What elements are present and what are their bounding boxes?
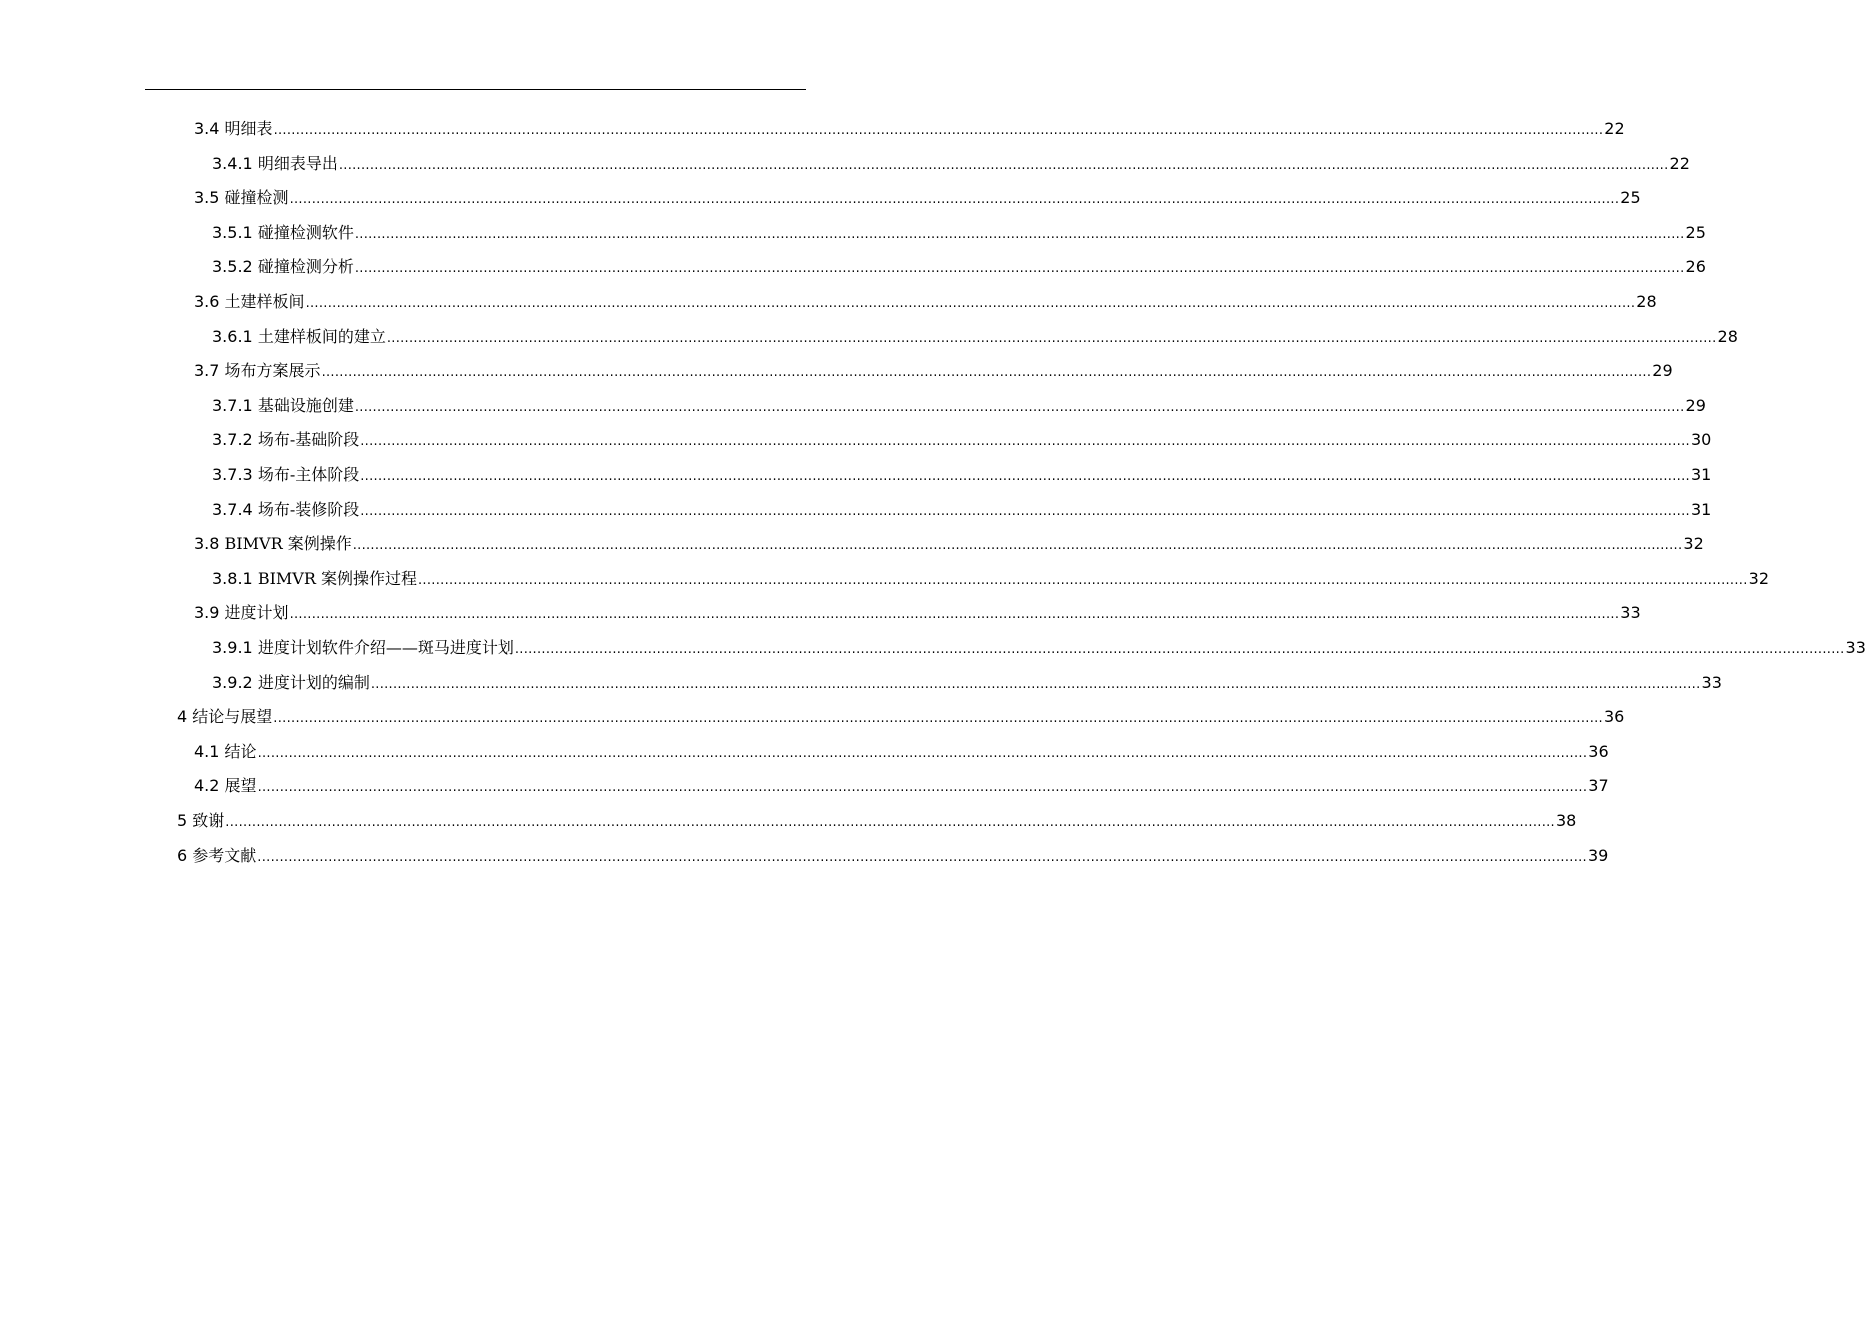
toc-entry-page-number: 33 xyxy=(1620,603,1641,623)
toc-dot-leader: ............................................................................................................................................................................................................................................................................................................ xyxy=(354,399,1685,415)
toc-entry-title: 基础设施创建 xyxy=(257,395,354,415)
toc-entry-number: 3.7.3 xyxy=(212,465,253,484)
toc-entry[interactable] xyxy=(177,844,1609,868)
toc-dot-leader: ............................................................................................................................................................................................................................................................................................................ xyxy=(360,434,1690,450)
toc-entry-number: 4.1 xyxy=(194,741,220,761)
toc-entry-page-number: 38 xyxy=(1556,811,1577,830)
toc-entry-page-number: 28 xyxy=(1636,292,1657,311)
toc-entry-page-number: 32 xyxy=(1683,534,1704,554)
toc-entry[interactable] xyxy=(194,359,1673,383)
toc-entry[interactable] xyxy=(212,567,1770,591)
toc-dot-leader: ............................................................................................................................................................................................................................................................................................................ xyxy=(257,780,1588,796)
toc-dot-leader: ............................................................................................................................................................................................................................................................................................................ xyxy=(289,192,1620,208)
toc-dot-leader: ............................................................................................................................................................................................................................................................................................................ xyxy=(386,330,1717,346)
toc-entry-title: 碰撞检测分析 xyxy=(257,257,354,277)
toc-entry-title: 土建样板间的建立 xyxy=(257,326,386,346)
toc-entry[interactable] xyxy=(212,221,1706,245)
toc-entry-title: 碰撞检测 xyxy=(224,188,289,208)
toc-entry-title: 场布方案展示 xyxy=(224,361,321,381)
toc-dot-leader: ............................................................................................................................................................................................................................................................................................................ xyxy=(321,365,1652,381)
toc-entry-title: 明细表 xyxy=(224,119,273,138)
toc-entry-title: 进度计划 xyxy=(224,603,289,623)
toc-dot-leader: ............................................................................................................................................................................................................................................................................................................ xyxy=(273,711,1603,727)
toc-entry-number: 3.8 xyxy=(194,534,220,554)
toc-entry-number: 3.9.2 xyxy=(212,672,253,692)
toc-entry-page-number: 25 xyxy=(1685,222,1706,242)
toc-entry-page-number: 33 xyxy=(1845,638,1866,657)
toc-entry[interactable] xyxy=(194,774,1609,798)
toc-entry-number: 3.4.1 xyxy=(212,153,253,173)
toc-entry-title: 进度计划的编制 xyxy=(257,672,370,692)
toc-entry[interactable] xyxy=(194,290,1657,314)
toc-entry-number: 3.7 xyxy=(194,361,220,381)
toc-entry[interactable] xyxy=(177,809,1577,833)
toc-dot-leader: ............................................................................................................................................................................................................................................................................................................ xyxy=(514,642,1845,657)
toc-entry-page-number: 29 xyxy=(1652,361,1673,381)
toc-entry[interactable] xyxy=(212,325,1738,349)
toc-entry-number: 3.7.1 xyxy=(212,395,253,415)
toc-entry[interactable] xyxy=(194,601,1641,625)
toc-entry-number: 3.5.1 xyxy=(212,222,253,242)
toc-entry-page-number: 33 xyxy=(1701,672,1722,692)
toc-entry-number: 3.7.2 xyxy=(212,430,253,450)
toc-entry-number: 3.7.4 xyxy=(212,499,253,519)
toc-entry-page-number: 28 xyxy=(1717,326,1738,346)
toc-entry-number: 3.9 xyxy=(194,603,220,623)
toc-entry-page-number: 30 xyxy=(1690,430,1712,450)
toc-entry[interactable] xyxy=(177,705,1625,729)
toc-entry-title: 明细表导出 xyxy=(257,153,338,173)
toc-entry-title: 场布-基础阶段 xyxy=(257,430,360,450)
toc-dot-leader: ............................................................................................................................................................................................................................................................................................................ xyxy=(352,538,1683,554)
toc-entry-number: 4 xyxy=(177,707,188,727)
toc-entry[interactable] xyxy=(194,186,1641,210)
toc-entry-title: BIMVR 案例操作过程 xyxy=(257,568,417,588)
toc-entry-page-number: 31 xyxy=(1690,499,1712,519)
toc-entry-number: 4.2 xyxy=(194,776,220,796)
toc-entry[interactable] xyxy=(212,463,1712,487)
toc-entry-page-number: 36 xyxy=(1604,707,1625,727)
toc-entry-title: 场布-主体阶段 xyxy=(257,465,360,484)
toc-entry-number: 3.9.1 xyxy=(212,638,253,657)
toc-dot-leader: ............................................................................................................................................................................................................................................................................................................ xyxy=(273,123,1604,138)
toc-entry-number: 5 xyxy=(177,811,188,830)
toc-dot-leader: ............................................................................................................................................................................................................................................................................................................ xyxy=(354,261,1685,277)
toc-entry-page-number: 36 xyxy=(1588,741,1609,761)
toc-entry-page-number: 31 xyxy=(1690,465,1712,484)
toc-entry-number: 3.5 xyxy=(194,188,220,208)
toc-dot-leader: ............................................................................................................................................................................................................................................................................................................ xyxy=(360,469,1690,484)
toc-entry-page-number: 39 xyxy=(1588,845,1609,865)
toc-entry-page-number: 29 xyxy=(1685,395,1706,415)
toc-entry-number: 3.6.1 xyxy=(212,326,253,346)
toc-entry[interactable] xyxy=(194,117,1625,141)
toc-entry-title: 碰撞检测软件 xyxy=(257,222,354,242)
toc-entry-number: 3.8.1 xyxy=(212,568,253,588)
toc-entry-title: 场布-装修阶段 xyxy=(257,499,360,519)
toc-entry-number: 3.4 xyxy=(194,119,220,138)
toc-entry[interactable] xyxy=(212,255,1706,279)
toc-entry-page-number: 25 xyxy=(1620,188,1641,208)
toc-dot-leader: ............................................................................................................................................................................................................................................................................................................ xyxy=(305,296,1636,311)
toc-entry-title: 致谢 xyxy=(192,811,225,830)
toc-entry-title: 土建样板间 xyxy=(224,292,305,311)
toc-entry[interactable] xyxy=(212,636,1866,660)
toc-dot-leader: ............................................................................................................................................................................................................................................................................................................ xyxy=(257,745,1588,761)
toc-entry-page-number: 32 xyxy=(1748,568,1770,588)
toc-dot-leader: ............................................................................................................................................................................................................................................................................................................ xyxy=(360,503,1690,519)
toc-entry[interactable] xyxy=(212,152,1690,176)
toc-entry-page-number: 22 xyxy=(1604,119,1625,138)
toc-entry[interactable] xyxy=(212,671,1722,695)
header-rule xyxy=(145,89,806,90)
toc-entry-title: 进度计划软件介绍——斑马进度计划 xyxy=(257,638,514,657)
toc-entry-number: 6 xyxy=(177,845,188,865)
toc-dot-leader: ............................................................................................................................................................................................................................................................................................................ xyxy=(257,849,1587,865)
toc-dot-leader: ............................................................................................................................................................................................................................................................................................................ xyxy=(225,815,1555,830)
toc-dot-leader: ............................................................................................................................................................................................................................................................................................................ xyxy=(338,157,1669,173)
toc-entry[interactable] xyxy=(194,740,1609,764)
toc-entry-number: 3.6 xyxy=(194,292,220,311)
toc-entry-title: BIMVR 案例操作 xyxy=(224,534,352,554)
toc-entry-title: 结论与展望 xyxy=(192,707,273,727)
toc-entry[interactable] xyxy=(212,498,1712,522)
toc-dot-leader: ............................................................................................................................................................................................................................................................................................................ xyxy=(354,226,1685,242)
toc-entry-title: 参考文献 xyxy=(192,845,257,865)
toc-dot-leader: ............................................................................................................................................................................................................................................................................................................ xyxy=(417,572,1748,588)
toc-entry-title: 展望 xyxy=(224,776,257,796)
toc-dot-leader: ............................................................................................................................................................................................................................................................................................................ xyxy=(289,607,1620,623)
toc-entry-number: 3.5.2 xyxy=(212,257,253,277)
toc-entry[interactable] xyxy=(194,532,1704,556)
toc-dot-leader: ............................................................................................................................................................................................................................................................................................................ xyxy=(370,676,1701,692)
toc-entry[interactable] xyxy=(212,428,1712,452)
toc-entry-page-number: 37 xyxy=(1588,776,1609,796)
toc-entry-page-number: 22 xyxy=(1669,153,1690,173)
toc-entry-title: 结论 xyxy=(224,741,257,761)
toc-entry-page-number: 26 xyxy=(1685,257,1706,277)
toc-entry[interactable] xyxy=(212,394,1706,418)
